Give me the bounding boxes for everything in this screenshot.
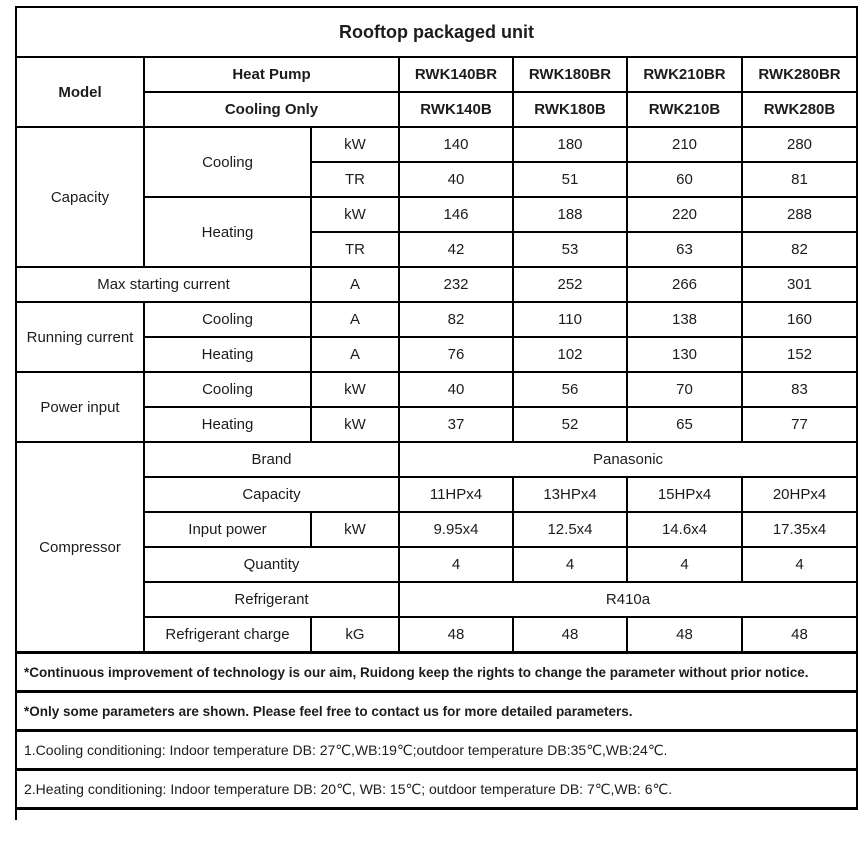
compressor-brand-row [16,442,857,477]
value-cell: 15HPx4 [627,477,742,512]
value-cell: 130 [627,337,742,372]
power-input-cooling-row [16,372,857,407]
value-cell: 13HPx4 [513,477,627,512]
capacity-cooling-label: Cooling [144,127,311,197]
value-cell: 56 [513,372,627,407]
value-cell: 65 [627,407,742,442]
value-cell: 252 [513,267,627,302]
capacity-heating-label: Heating [144,197,311,267]
footnote-row [16,653,857,692]
value-cell: 280 [742,127,857,162]
unit-cell: A [311,337,399,372]
model-heat-pump-row [16,57,857,92]
value-cell: 11HPx4 [399,477,513,512]
model-value-cell: RWK280B [742,92,857,127]
value-cell: 81 [742,162,857,197]
model-value-cell: RWK210BR [627,57,742,92]
value-cell: 83 [742,372,857,407]
value-cell: 232 [399,267,513,302]
value-cell: 70 [627,372,742,407]
max-starting-current-row [16,267,857,302]
running-current-section-label: Running current [16,302,144,372]
value-cell: 42 [399,232,513,267]
model-type-cooling-only: Cooling Only [144,92,399,127]
row-label: Quantity [144,547,399,582]
model-header-cell: Model [16,57,144,127]
unit-cell: A [311,302,399,337]
footnote-text: *Only some parameters are shown. Please feel free to contact us for more detailed parameters. [16,692,857,731]
value-cell: 40 [399,372,513,407]
unit-cell: A [311,267,399,302]
brand-value: Panasonic [399,442,857,477]
value-cell: 9.95x4 [399,512,513,547]
value-cell: 37 [399,407,513,442]
value-cell: 82 [742,232,857,267]
row-label: Refrigerant [144,582,399,617]
row-label: Input power [144,512,311,547]
page-title: Rooftop packaged unit [16,7,857,57]
model-type-heat-pump: Heat Pump [144,57,399,92]
row-label: Heating [144,337,311,372]
value-cell: 40 [399,162,513,197]
row-label: Refrigerant charge [144,617,311,653]
model-value-cell: RWK180B [513,92,627,127]
row-label: Cooling [144,372,311,407]
row-label: Heating [144,407,311,442]
compressor-section-label: Compressor [16,442,144,653]
value-cell: 138 [627,302,742,337]
unit-cell: TR [311,162,399,197]
value-cell: 48 [399,617,513,653]
footnote-row [16,692,857,731]
unit-cell: kW [311,407,399,442]
value-cell: 82 [399,302,513,337]
power-input-section-label: Power input [16,372,144,442]
value-cell: 102 [513,337,627,372]
value-cell: 48 [742,617,857,653]
value-cell: 12.5x4 [513,512,627,547]
value-cell: 220 [627,197,742,232]
unit-cell: kW [311,372,399,407]
value-cell: 188 [513,197,627,232]
title-row [16,7,857,57]
value-cell: 20HPx4 [742,477,857,512]
row-label: Cooling [144,302,311,337]
running-current-cooling-row [16,302,857,337]
row-label: Capacity [144,477,399,512]
unit-cell: kW [311,512,399,547]
model-value-cell: RWK180BR [513,57,627,92]
footnote-text: 2.Heating conditioning: Indoor temperature DB: 20℃, WB: 15℃; outdoor temperature DB: 7℃,WB: 6℃. [16,770,857,809]
value-cell: 77 [742,407,857,442]
capacity-cooling-kw-row [16,127,857,162]
clipped-next-row-edge [15,810,417,820]
value-cell: 48 [513,617,627,653]
value-cell: 180 [513,127,627,162]
capacity-section-label: Capacity [16,127,144,267]
model-value-cell: RWK140BR [399,57,513,92]
value-cell: 4 [627,547,742,582]
value-cell: 288 [742,197,857,232]
value-cell: 146 [399,197,513,232]
value-cell: 53 [513,232,627,267]
value-cell: 48 [627,617,742,653]
value-cell: 301 [742,267,857,302]
footnote-text: *Continuous improvement of technology is our aim, Ruidong keep the rights to change the parameter without prior notice. [16,653,857,692]
model-value-cell: RWK210B [627,92,742,127]
value-cell: 63 [627,232,742,267]
spec-table [15,6,858,810]
value-cell: 14.6x4 [627,512,742,547]
unit-cell: TR [311,232,399,267]
value-cell: 52 [513,407,627,442]
value-cell: 140 [399,127,513,162]
value-cell: 210 [627,127,742,162]
value-cell: 60 [627,162,742,197]
value-cell: 4 [742,547,857,582]
unit-cell: kG [311,617,399,653]
footnote-row [16,770,857,809]
unit-cell: kW [311,197,399,232]
model-value-cell: RWK280BR [742,57,857,92]
value-cell: 110 [513,302,627,337]
value-cell: 152 [742,337,857,372]
value-cell: 4 [399,547,513,582]
value-cell: 160 [742,302,857,337]
row-label: Brand [144,442,399,477]
max-starting-current-label: Max starting current [16,267,311,302]
unit-cell: kW [311,127,399,162]
footnote-row [16,731,857,770]
value-cell: 17.35x4 [742,512,857,547]
model-value-cell: RWK140B [399,92,513,127]
footnote-text: 1.Cooling conditioning: Indoor temperature DB: 27℃,WB:19℃;outdoor temperature DB:35℃,WB:24℃. [16,731,857,770]
document-page [15,6,858,820]
value-cell: 4 [513,547,627,582]
value-cell: 51 [513,162,627,197]
value-cell: 76 [399,337,513,372]
value-cell: 266 [627,267,742,302]
refrigerant-value: R410a [399,582,857,617]
